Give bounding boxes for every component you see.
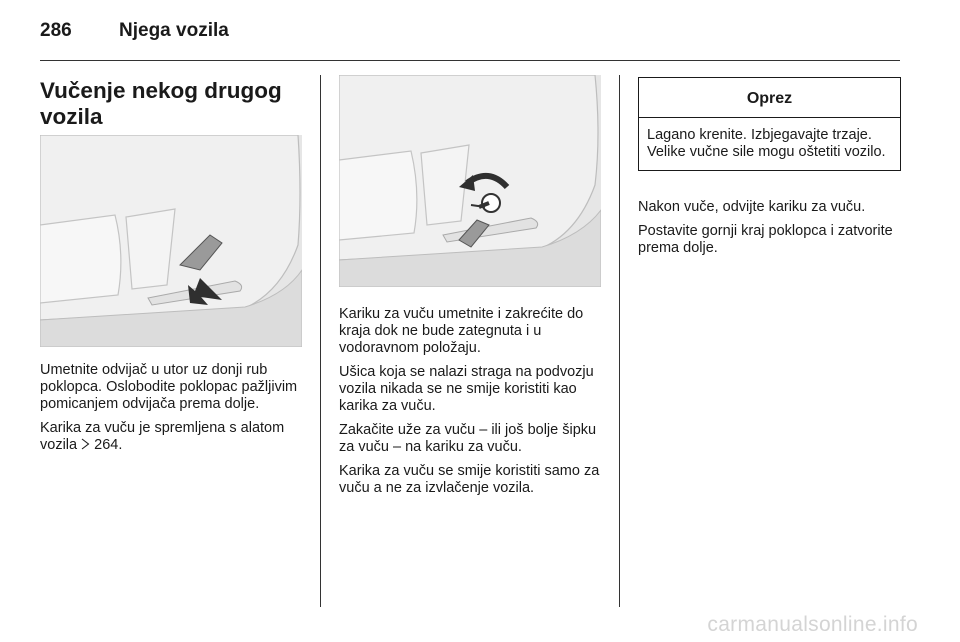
- column-divider: [619, 75, 620, 607]
- paragraph-text: Karika za vuču je spremljena s alatom vozila: [40, 420, 285, 453]
- caution-box: [638, 77, 901, 171]
- header-rule: [40, 60, 900, 61]
- towing-eye-illustration: [339, 75, 601, 287]
- cover-removal-illustration: [40, 135, 302, 347]
- article-heading: Vučenje nekog drugog vozila: [40, 78, 282, 129]
- paragraph: Nakon vuče, odvijte kariku za vuču.: [638, 199, 866, 215]
- page-reference[interactable]: 264.: [94, 437, 123, 453]
- caution-text: Lagano krenite. Izbjegavajte trzaje. Velike vučne sile mogu oštetiti vozilo.: [647, 127, 886, 160]
- paragraph: Ušica koja se nalazi straga na podvozju vozila nikada se ne smije koristiti kao karika za vuču.: [339, 364, 594, 414]
- paragraph: Umetnite odvijač u utor uz donji rub poklopca. Oslobodite poklopac pažljivim pomicanjem odvijača prema dolje.: [40, 362, 298, 412]
- section-title: Njega vozila: [119, 20, 229, 41]
- paragraph: Postavite gornji kraj poklopca i zatvorite prema dolje.: [638, 223, 893, 256]
- paragraph-with-reference: [40, 420, 306, 455]
- page-number: 286: [40, 20, 72, 41]
- watermark: carmanualsonline.info: [707, 613, 918, 636]
- paragraph: Zakačite uže za vuču – ili još bolje šipku za vuču – na kariku za vuču.: [339, 422, 597, 455]
- page-reference-icon[interactable]: [81, 438, 90, 455]
- column-3-text: [638, 199, 900, 264]
- paragraph: Karika za vuču se smije koristiti samo za vuču a ne za izvlačenje vozila.: [339, 463, 600, 496]
- column-2-text: [339, 306, 607, 504]
- column-1-text: [40, 362, 306, 462]
- column-divider: [320, 75, 321, 607]
- caution-title: Oprez: [639, 78, 900, 118]
- paragraph: Kariku za vuču umetnite i zakrećite do kraja dok ne bude zategnuta i u vodoravnom položaju.: [339, 306, 584, 356]
